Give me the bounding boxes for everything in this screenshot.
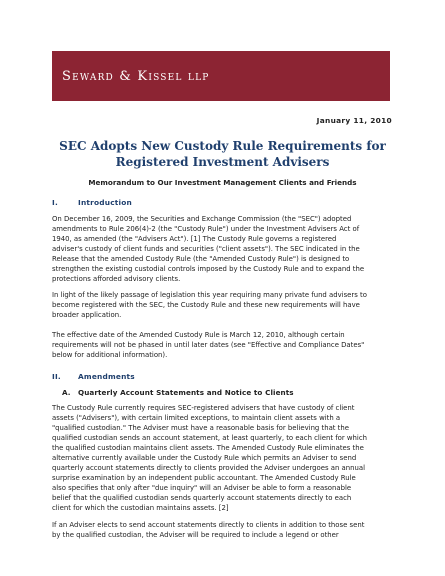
section-number: II.: [52, 372, 61, 381]
section-heading-amendments: [52, 372, 135, 381]
section-label: Introduction: [78, 198, 133, 207]
firm-banner: [52, 51, 390, 101]
section-number: I.: [52, 198, 58, 207]
section-label: Amendments: [78, 372, 135, 381]
paragraph-custody-rule: The Custody Rule currently requires SEC-registered advisers that have custody of client assets ("Advisers"), with certain limited exceptions, to maintain client assets with a "qualified custodian." The Adviser must have a reasonable basis for believing that the qualified custodian sends an account statement, at least quarterly, to each client for which the qualified custodian maintains client assets. The Amended Custody Rule eliminates the alternative currently available under the Custody Rule which permits an Adviser to send quarterly account statements directly to clients provided the Adviser undergoes an annual surprise examination by an independent public accountant. The Amended Custody Rule also specifies that only after "due inquiry" will an Adviser be able to form a reasonable belief that the qualified custodian sends quarterly account statements directly to each client for which the custodian maintains assets. [2]: [52, 404, 367, 512]
section-heading-introduction: [52, 198, 132, 207]
paragraph-legislation: In light of the likely passage of legislation this year requiring many private fund advisers to become registered with the SEC, the Custody Rule and these new requirements will have broader application.: [52, 291, 367, 319]
subsection-number: A.: [62, 388, 71, 397]
subsection-label: Quarterly Account Statements and Notice to Clients: [78, 388, 294, 397]
paragraph-intro: On December 16, 2009, the Securities and Exchange Commission (the "SEC") adopted amendments to Rule 206(4)-2 (the "Custody Rule") under the Investment Advisers Act of 1940, as amended (the "Advisers Act"). [1] The Custody Rule governs a registered adviser's custody of client funds and securities ("client assets"). The SEC indicated in the Release that the amended Custody Rule (the "Amended Custody Rule") is designed to strengthen the existing custodial controls imposed by the Custody Rule and to expand the protections afforded advisory clients.: [52, 215, 365, 283]
paragraph-adviser-statements: If an Adviser elects to send account statements directly to clients in addition to those sent by the qualified custodian, the Adviser will be required to include a legend or other: [52, 521, 365, 539]
memo-subtitle: Memorandum to Our Investment Management Clients and Friends: [88, 178, 357, 187]
paragraph-effective-date: The effective date of the Amended Custody Rule is March 12, 2010, although certain requirements will not be phased in until later dates (see "Effective and Compliance Dates" below for additional information).: [52, 331, 365, 359]
subsection-heading-quarterly: [62, 388, 294, 397]
memo-date: January 11, 2010: [316, 116, 392, 125]
firm-name: Seward & Kissel llp: [62, 68, 210, 84]
memo-title: SEC Adopts New Custody Rule Requirements for Registered Investment Advisers: [59, 139, 386, 169]
